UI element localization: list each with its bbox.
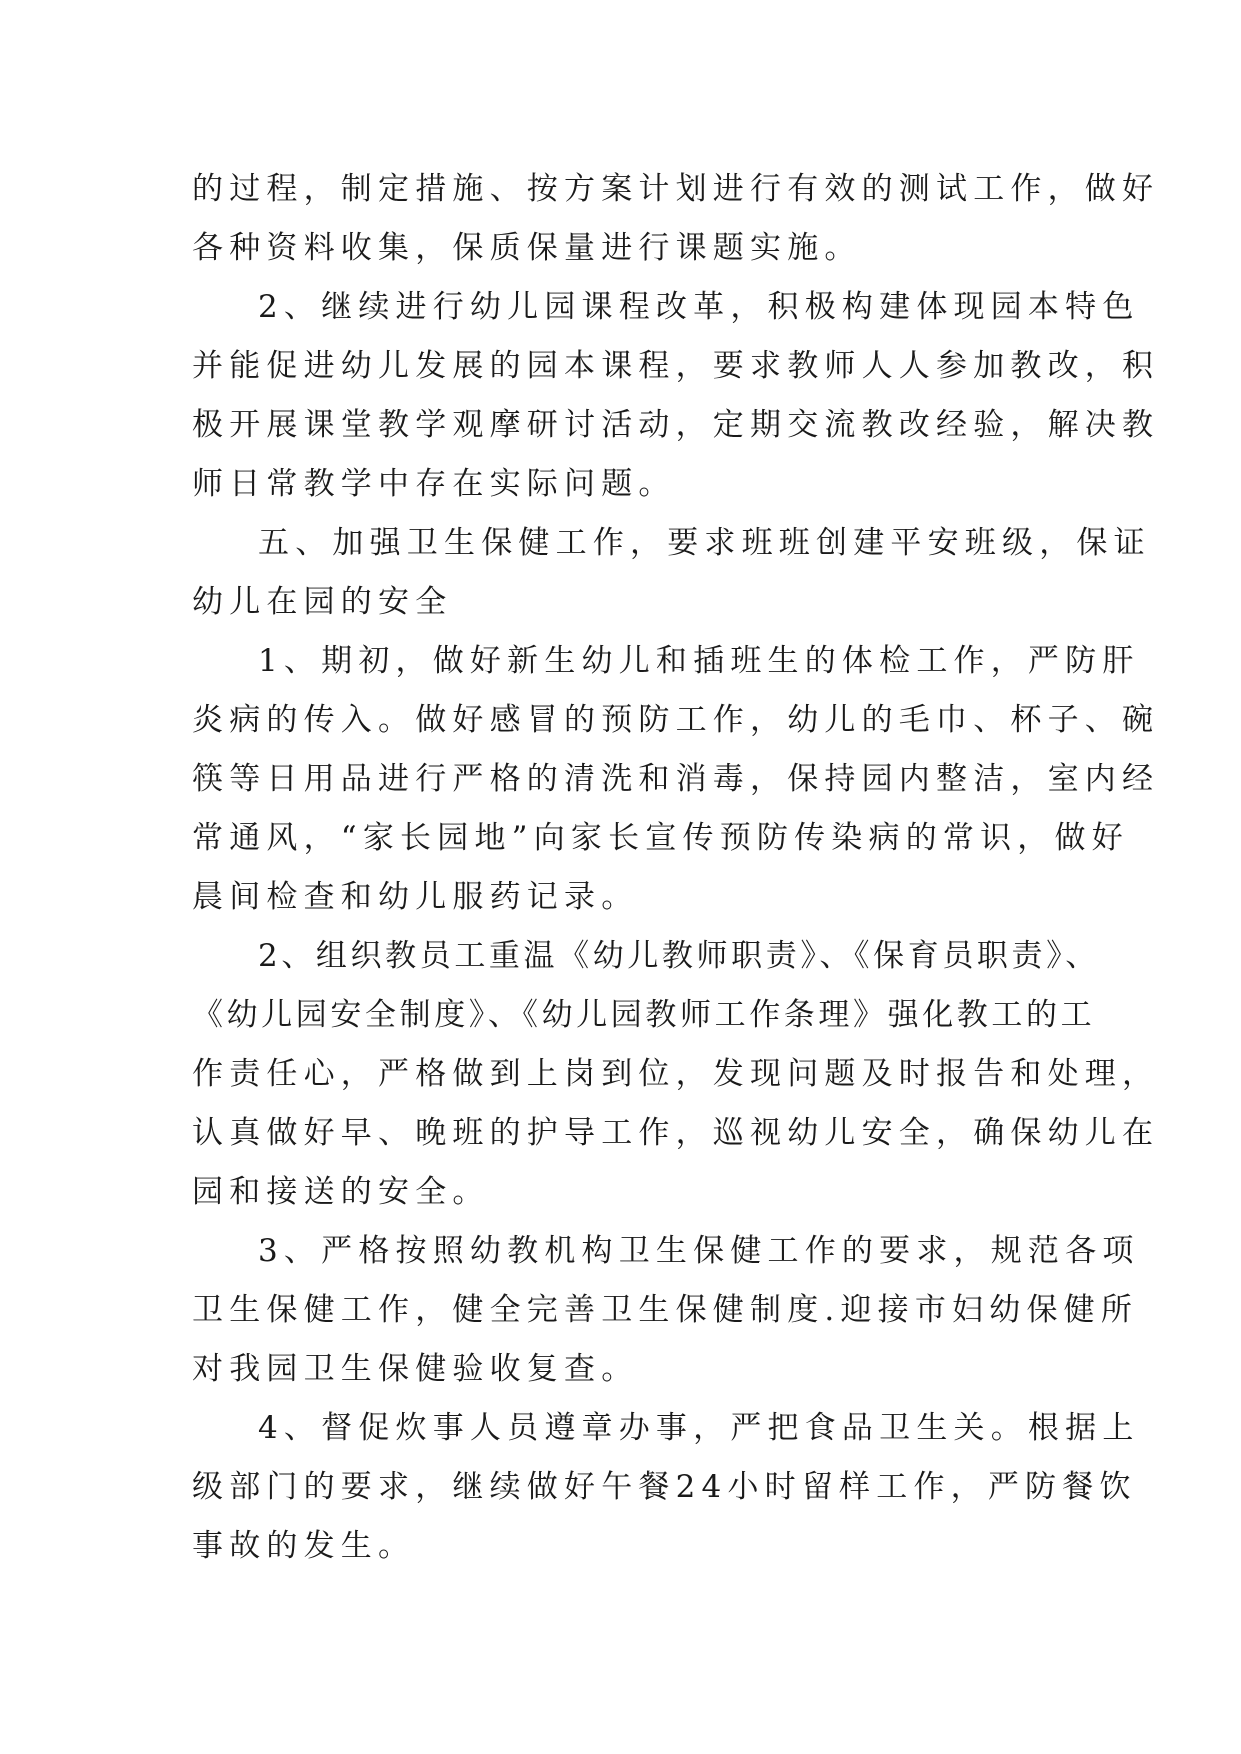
text-line: 级部门的要求，继续做好午餐24小时留样工作，严防餐饮	[192, 1469, 1137, 1505]
text-line: 常通风，“家长园地”向家长宣传预防传染病的常识，做好	[192, 820, 1129, 856]
text-line: 并能促进幼儿发展的园本课程，要求教师人人参加教改，积	[192, 348, 1160, 384]
text-line: 筷等日用品进行严格的清洗和消毒，保持园内整洁，室内经	[192, 761, 1160, 797]
text-line: 园和接送的安全。	[192, 1174, 490, 1210]
text-line: 的过程，制定措施、按方案计划进行有效的测试工作，做好	[192, 171, 1160, 207]
paragraph-start-line: 2、组织教员工重温《幼儿教师职责》、《保育员职责》、	[258, 938, 1100, 974]
text-line: 认真做好早、晚班的护导工作，巡视幼儿安全，确保幼儿在	[192, 1115, 1160, 1151]
text-line: 作责任心，严格做到上岗到位，发现问题及时报告和处理，	[192, 1056, 1160, 1092]
text-line: 卫生保健工作，健全完善卫生保健制度.迎接市妇幼保健所	[192, 1292, 1139, 1328]
text-line: 事故的发生。	[192, 1528, 416, 1564]
text-line: 极开展课堂教学观摩研讨活动，定期交流教改经验，解决教	[192, 407, 1160, 443]
paragraph-start-line: 4、督促炊事人员遵章办事，严把食品卫生关。根据上	[258, 1410, 1140, 1446]
paragraph-start-line: 1、期初，做好新生幼儿和插班生的体检工作，严防肝	[258, 643, 1140, 679]
text-line: 炎病的传入。做好感冒的预防工作，幼儿的毛巾、杯子、碗	[192, 702, 1160, 738]
paragraph-start-line: 2、继续进行幼儿园课程改革，积极构建体现园本特色	[258, 289, 1140, 325]
section-heading-line: 五、加强卫生保健工作，要求班班创建平安班级，保证	[258, 525, 1151, 561]
text-line: 师日常教学中存在实际问题。	[192, 466, 676, 502]
document-body	[192, 160, 1160, 1576]
paragraph-start-line: 3、严格按照幼教机构卫生保健工作的要求，规范各项	[258, 1233, 1140, 1269]
text-line: 各种资料收集，保质保量进行课题实施。	[192, 230, 862, 266]
section-heading-line: 幼儿在园的安全	[192, 584, 453, 620]
text-line: 对我园卫生保健验收复查。	[192, 1351, 639, 1387]
text-line: 《幼儿园安全制度》、《幼儿园教师工作条理》强化教工的工	[192, 997, 1096, 1033]
text-line: 晨间检查和幼儿服药记录。	[192, 879, 639, 915]
